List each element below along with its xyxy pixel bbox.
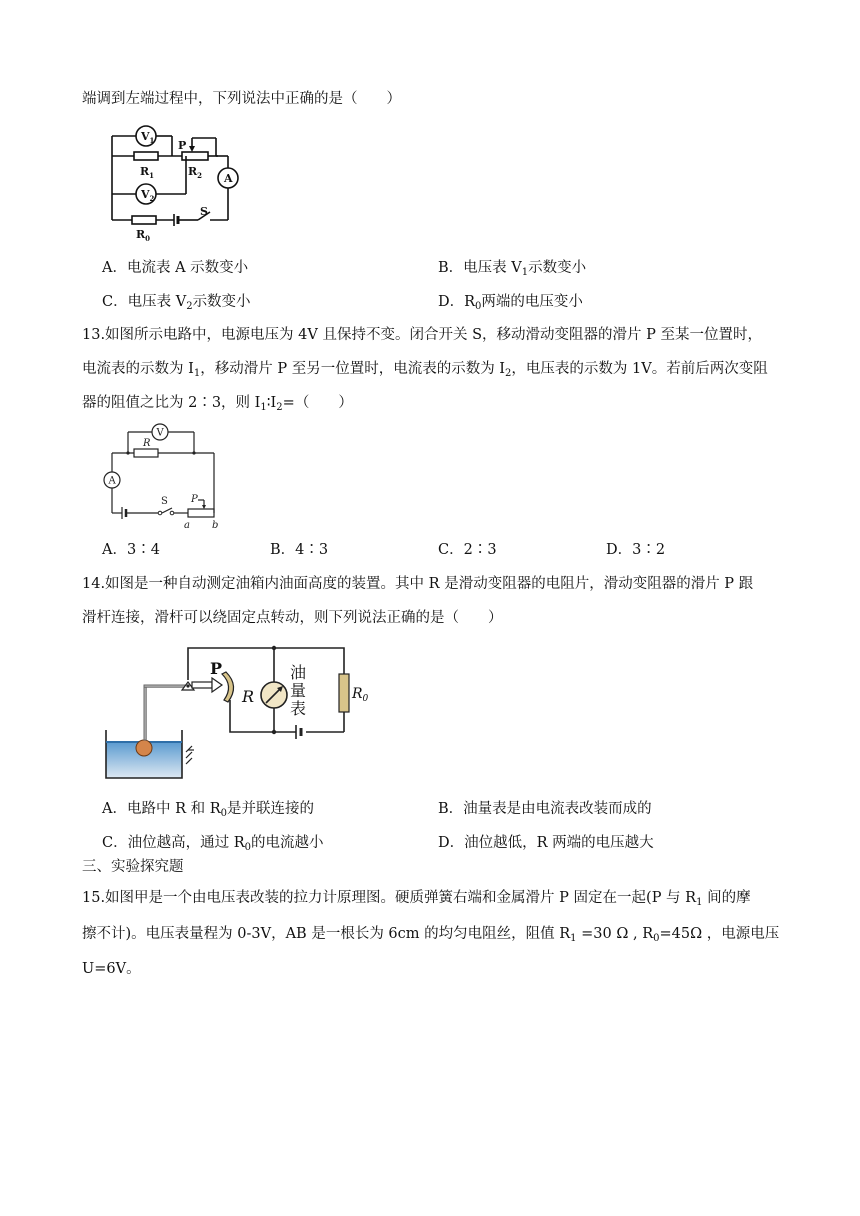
- q13-a-terminal-label: a: [184, 520, 190, 531]
- q14-option-a: A．电路中 R 和 $R_0$是并联连接的: [102, 801, 315, 819]
- q12-option-a: A．电流表 A 示数变小: [102, 260, 249, 276]
- q15-stem-line2: 擦不计)。电压表量程为 0-3V，AB 是一根长为 6cm 的均匀电阻丝，阻值 $R_1 =30$ Ω , $R_0=45\Omega$ ，电源电压: [82, 926, 780, 944]
- q12-r1-label: $R_1$: [140, 165, 155, 180]
- q13-stem-line3: 器的阻值之比为 2∶3，则 $I_1∶I_2=$（ ）: [82, 395, 353, 413]
- q15-stem-line3: U=6V。: [82, 961, 141, 977]
- q13-stem-line2: 电流表的示数为 $I_1$，移动滑片 P 至另一位置时，电流表的示数为 $I_2$，电压表的示数为 1V。若前后两次变阻: [82, 361, 768, 379]
- q12-s-label: S: [200, 205, 208, 218]
- section-heading: 三、实验探究题: [82, 859, 184, 875]
- q13-option-d: D．3∶2: [606, 542, 666, 558]
- q13-stem-line1: 13.如图所示电路中，电源电压为 4V 且保持不变。闭合开关 S，移动滑动变阻器的滑片 P 至某一位置时，: [82, 327, 762, 343]
- q14-gauge-char3: 表: [290, 699, 307, 718]
- q12-circuit-diagram: [106, 124, 246, 244]
- q13-option-b: B．4∶3: [270, 542, 329, 558]
- q14-gauge-char2: 量: [290, 681, 307, 700]
- q13-option-c: C．2∶3: [438, 542, 497, 558]
- q14-p-label: P: [210, 659, 223, 678]
- q13-a-label: A: [108, 475, 116, 487]
- q12-v2-label: $V_2$: [141, 188, 155, 203]
- q14-gauge-char1: 油: [290, 663, 307, 682]
- q12-option-b: B．电压表 $V_1$示数变小: [438, 260, 587, 278]
- q12-r0-label: $R_0$: [136, 228, 151, 243]
- q13-v-label: V: [156, 427, 164, 439]
- q14-r-label: R: [242, 687, 255, 706]
- q14-oil-gauge-diagram: [100, 640, 380, 785]
- q14-option-b: B．油量表是由电流表改装而成的: [438, 801, 652, 817]
- q12-p-label: P: [178, 139, 187, 152]
- q12-r2-label: $R_2$: [188, 165, 203, 180]
- q12-v1-label: $V_1$: [141, 130, 155, 145]
- q12-stem-tail: 端调到左端过程中，下列说法中正确的是（ ）: [82, 91, 401, 107]
- q14-option-d: D．油位越低，R 两端的电压越大: [438, 835, 654, 851]
- q13-s-label: S: [161, 496, 168, 507]
- q12-option-d: D．$R_0$两端的电压变小: [438, 294, 583, 312]
- q13-p-label: P: [191, 494, 198, 505]
- q12-option-c: C．电压表 $V_2$示数变小: [102, 294, 251, 312]
- q12-a-label: A: [224, 172, 233, 185]
- q13-r-label: R: [143, 438, 151, 449]
- q14-r0-label: $R_0$: [352, 686, 369, 704]
- q15-stem-line1: 15.如图甲是一个由电压表改装的拉力计原理图。硬质弹簧右端和金属滑片 P 固定在一起(P 与 $R_1$ 间的摩: [82, 890, 751, 908]
- q13-option-a: A．3∶4: [102, 542, 160, 558]
- q14-stem-line2: 滑杆连接，滑杆可以绕固定点转动，则下列说法正确的是（ ）: [82, 610, 503, 626]
- q14-option-c: C．油位越高，通过 $R_0$的电流越小: [102, 835, 324, 853]
- q13-b-terminal-label: b: [212, 520, 219, 531]
- q13-circuit-diagram: [100, 420, 230, 530]
- q14-stem-line1: 14.如图是一种自动测定油箱内油面高度的装置。其中 R 是滑动变阻器的电阻片，滑动变阻器的滑片 P 跟: [82, 576, 754, 592]
